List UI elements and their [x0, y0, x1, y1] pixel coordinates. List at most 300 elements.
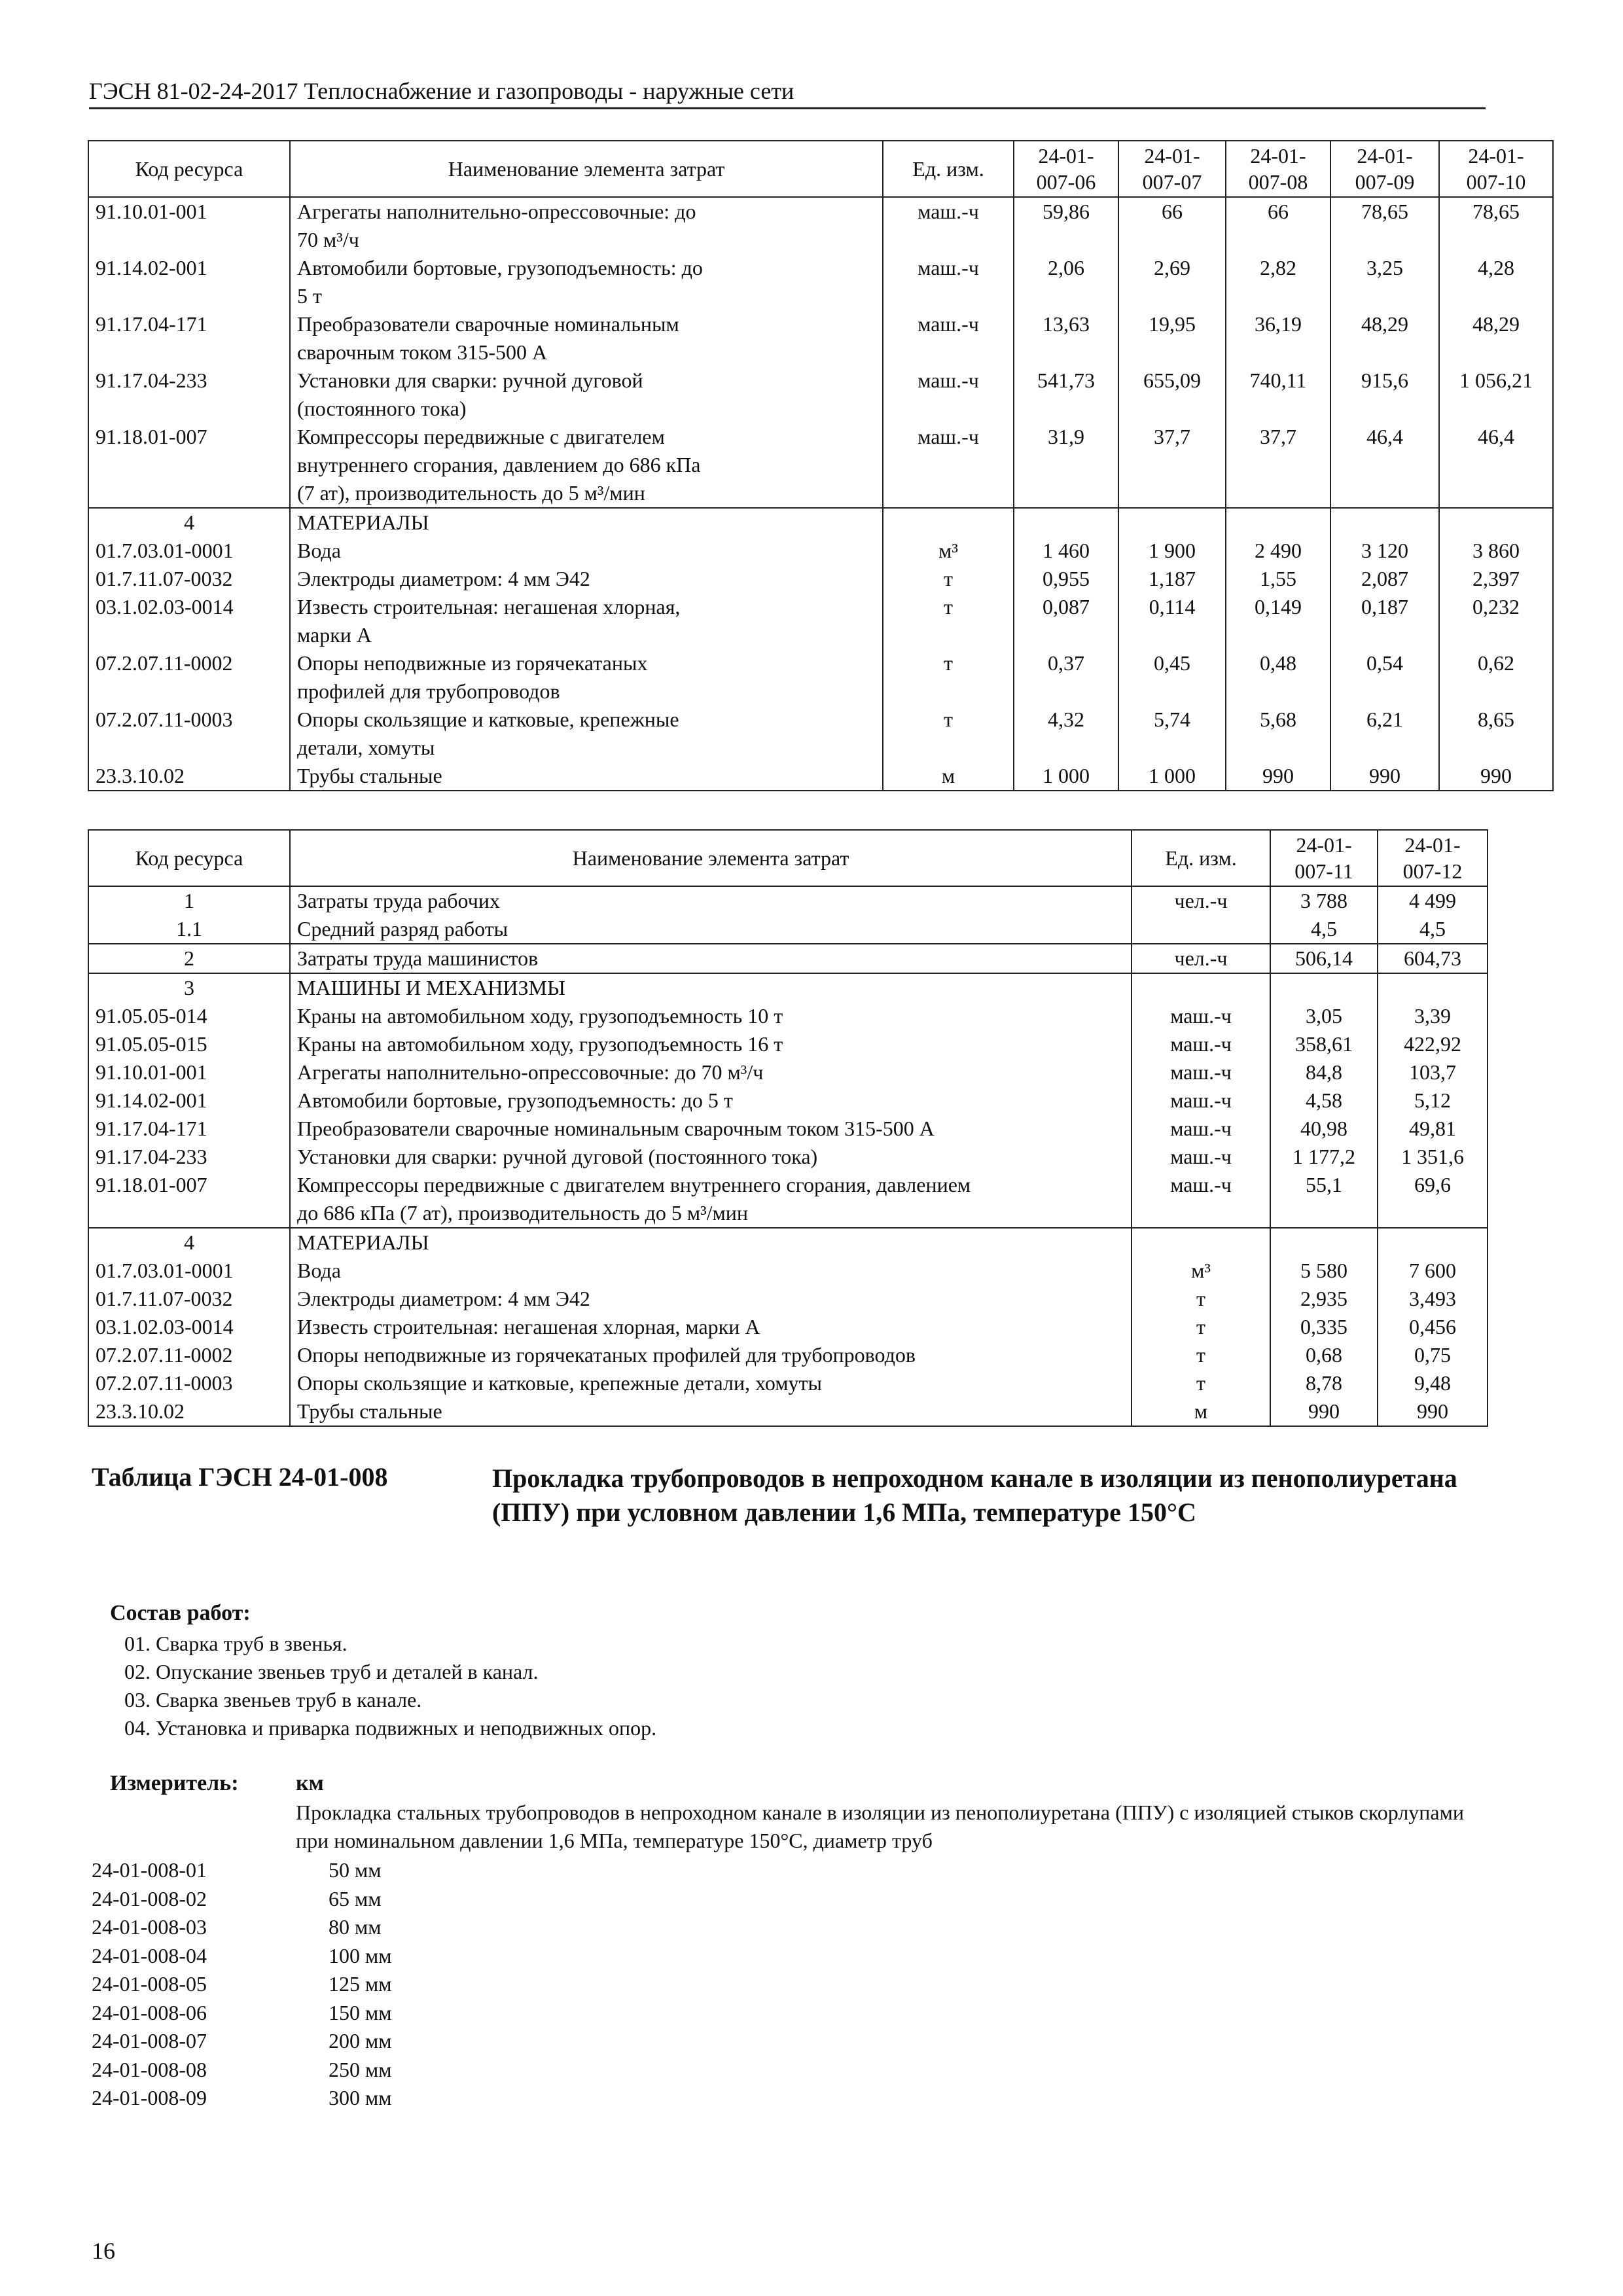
value-cell: 1,187 [1118, 565, 1226, 593]
value-cell: 48,29 [1330, 310, 1439, 367]
unit-cell: т [883, 593, 1014, 649]
value-cell: 990 [1330, 762, 1439, 791]
name-cell [290, 367, 883, 423]
col-header-007-08: 24-01- 007-08 [1226, 141, 1330, 197]
unit-cell: т [1132, 1341, 1270, 1369]
code-cell: 23.3.10.02 [88, 762, 290, 791]
work-item: 04. Установка и приварка подвижных и неподвижных опор. [124, 1716, 657, 1740]
work-composition-heading: Состав работ: [110, 1601, 251, 1625]
value-cell: 2,397 [1439, 565, 1553, 593]
code-cell: 01.7.11.07-0032 [88, 1285, 290, 1313]
code-cell: 1.1 [88, 915, 290, 944]
name-cell [290, 1341, 1132, 1369]
unit-cell: т [1132, 1285, 1270, 1313]
code-number: 24-01-008-08 [92, 2057, 207, 2081]
value-cell: 358,61 [1270, 1030, 1378, 1058]
measure-description: Прокладка стальных трубопроводов в непроходном канале в изоляции из пенополиуретана (ППУ) с изоляцией стыков скорлупами при номинальном давлении 1,6 МПа, температуре 150°С, диаметр труб [296, 1801, 1464, 1852]
value-cell: 506,14 [1270, 944, 1378, 973]
table-row [88, 254, 1553, 310]
unit-cell: маш.-ч [883, 310, 1014, 367]
value-cell: 55,1 [1270, 1171, 1378, 1228]
name-cell [290, 706, 883, 762]
value-cell: 1 000 [1014, 762, 1118, 791]
value-cell: 40,98 [1270, 1115, 1378, 1143]
section-title: МАТЕРИАЛЫ [290, 1228, 1132, 1257]
name-line: Вода [297, 1259, 341, 1282]
table-row [88, 1171, 1488, 1228]
code-cell: 91.10.01-001 [88, 1058, 290, 1086]
code-item [92, 2084, 392, 2113]
unit-cell: маш.-ч [1132, 1115, 1270, 1143]
name-line: Краны на автомобильном ходу, грузоподъемность 16 т [297, 1032, 783, 1056]
value-cell: 37,7 [1118, 423, 1226, 508]
table-row [88, 1341, 1488, 1369]
table-row [88, 423, 1553, 508]
value-cell: 4 499 [1378, 886, 1488, 915]
value-cell: 990 [1270, 1397, 1378, 1426]
name-line: 5 т [297, 284, 322, 308]
code-cell: 23.3.10.02 [88, 1397, 290, 1426]
table-row [88, 1313, 1488, 1341]
name-line: Краны на автомобильном ходу, грузоподъемность 10 т [297, 1004, 783, 1028]
table-row [88, 593, 1553, 649]
code-cell: 07.2.07.11-0003 [88, 1369, 290, 1397]
unit-cell: маш.-ч [883, 423, 1014, 508]
code-number: 24-01-008-03 [92, 1915, 207, 1939]
name-line: Автомобили бортовые, грузоподъемность: до 5 т [297, 1088, 733, 1112]
code-item [92, 1885, 392, 1914]
name-cell [290, 197, 883, 254]
value-cell: 3 860 [1439, 537, 1553, 565]
name-line: Электроды диаметром: 4 мм Э42 [297, 567, 590, 590]
code-diameter: 200 мм [329, 2029, 392, 2053]
table-row [88, 944, 1488, 973]
value-cell: 103,7 [1378, 1058, 1488, 1086]
section-row [88, 1228, 1488, 1257]
code-item [92, 1942, 392, 1971]
code-item [92, 1856, 392, 1885]
table-row [88, 1086, 1488, 1115]
value-cell: 46,4 [1439, 423, 1553, 508]
code-diameter: 125 мм [329, 1972, 392, 1996]
value-cell: 0,48 [1226, 649, 1330, 706]
unit-cell: т [883, 649, 1014, 706]
work-item: 02. Опускание звеньев труб и деталей в канал. [124, 1660, 539, 1683]
name-cell [290, 1257, 1132, 1285]
unit-cell: м [1132, 1397, 1270, 1426]
value-cell: 4,5 [1378, 915, 1488, 944]
value-cell: 1 056,21 [1439, 367, 1553, 423]
value-cell: 2,087 [1330, 565, 1439, 593]
value-cell: 990 [1378, 1397, 1488, 1426]
name-line: Преобразователи сварочные номинальным [297, 312, 679, 336]
name-line: до 686 кПа (7 ат), производительность до 5 м³/мин [297, 1201, 749, 1225]
col-name-header: Наименование элемента затрат [290, 141, 883, 197]
name-cell [290, 1143, 1132, 1171]
value-cell: 0,087 [1014, 593, 1118, 649]
table-row [88, 1257, 1488, 1285]
value-cell: 0,335 [1270, 1313, 1378, 1341]
name-line: Известь строительная: негашеная хлорная, марки А [297, 1315, 760, 1338]
name-cell [290, 762, 883, 791]
value-cell: 37,7 [1226, 423, 1330, 508]
unit-cell: м [883, 762, 1014, 791]
name-line: профилей для трубопроводов [297, 679, 560, 703]
value-cell: 0,114 [1118, 593, 1226, 649]
col-header-007-09: 24-01- 007-09 [1330, 141, 1439, 197]
table-row [88, 1369, 1488, 1397]
value-cell: 604,73 [1378, 944, 1488, 973]
empty-cell [883, 508, 1014, 537]
name-line: (постоянного тока) [297, 397, 467, 420]
code-cell: 91.14.02-001 [88, 1086, 290, 1115]
section-row [88, 508, 1553, 537]
name-line: Агрегаты наполнительно-опрессовочные: до 70 м³/ч [297, 1060, 764, 1084]
value-cell: 541,73 [1014, 367, 1118, 423]
code-cell: 91.10.01-001 [88, 197, 290, 254]
table-row [88, 565, 1553, 593]
name-line: Вода [297, 539, 341, 562]
name-cell [290, 1369, 1132, 1397]
col-code-header: Код ресурса [88, 830, 290, 886]
code-cell: 91.18.01-007 [88, 1171, 290, 1228]
name-line: Агрегаты наполнительно-опрессовочные: до [297, 200, 696, 223]
name-cell [290, 423, 883, 508]
value-cell: 3 120 [1330, 537, 1439, 565]
code-cell: 01.7.03.01-0001 [88, 537, 290, 565]
code-cell: 91.14.02-001 [88, 254, 290, 310]
value-cell: 1 460 [1014, 537, 1118, 565]
name-line: Средний разряд работы [297, 917, 508, 941]
value-cell: 3,25 [1330, 254, 1439, 310]
name-line: Опоры скользящие и катковые, крепежные [297, 708, 679, 731]
code-cell: 91.05.05-015 [88, 1030, 290, 1058]
name-line: 70 м³/ч [297, 228, 359, 251]
empty-cell [1378, 1228, 1488, 1257]
name-cell [290, 1002, 1132, 1030]
value-cell: 1,55 [1226, 565, 1330, 593]
col-header-007-07: 24-01- 007-07 [1118, 141, 1226, 197]
col-header-007-12: 24-01- 007-12 [1378, 830, 1488, 886]
value-cell: 59,86 [1014, 197, 1118, 254]
name-line: Преобразователи сварочные номинальным сварочным током 315-500 А [297, 1117, 935, 1140]
value-cell: 78,65 [1330, 197, 1439, 254]
value-cell: 2,06 [1014, 254, 1118, 310]
name-line: Известь строительная: негашеная хлорная, [297, 595, 681, 619]
name-cell [290, 886, 1132, 915]
col-header-007-06: 24-01- 007-06 [1014, 141, 1118, 197]
value-cell: 2,935 [1270, 1285, 1378, 1313]
col-header-007-11: 24-01- 007-11 [1270, 830, 1378, 886]
table-row [88, 1058, 1488, 1086]
name-cell [290, 1397, 1132, 1426]
unit-cell: маш.-ч [1132, 1030, 1270, 1058]
code-diameter: 150 мм [329, 2000, 392, 2024]
section-title: МАШИНЫ И МЕХАНИЗМЫ [290, 973, 1132, 1002]
value-cell: 0,37 [1014, 649, 1118, 706]
unit-cell: маш.-ч [1132, 1058, 1270, 1086]
value-cell: 1 351,6 [1378, 1143, 1488, 1171]
unit-cell: т [883, 565, 1014, 593]
name-cell [290, 1171, 1132, 1228]
value-cell: 990 [1226, 762, 1330, 791]
table-description: Прокладка трубопроводов в непроходном канале в изоляции из пенополиуретана (ППУ) при условном давлении 1,6 МПа, температуре 150°С [492, 1463, 1457, 1527]
code-item [92, 1970, 392, 1999]
value-cell: 0,232 [1439, 593, 1553, 649]
name-line: Трубы стальные [297, 764, 442, 787]
section-number: 3 [88, 973, 290, 1002]
empty-cell [1118, 508, 1226, 537]
name-line: внутреннего сгорания, давлением до 686 кПа [297, 453, 701, 476]
value-cell: 9,48 [1378, 1369, 1488, 1397]
value-cell: 0,45 [1118, 649, 1226, 706]
code-cell: 01.7.03.01-0001 [88, 1257, 290, 1285]
unit-cell: т [1132, 1369, 1270, 1397]
value-cell: 0,62 [1439, 649, 1553, 706]
name-cell [290, 593, 883, 649]
table-row [88, 1115, 1488, 1143]
value-cell: 0,149 [1226, 593, 1330, 649]
name-line: Установки для сварки: ручной дуговой [297, 368, 643, 392]
section-row [88, 973, 1488, 1002]
value-cell: 0,955 [1014, 565, 1118, 593]
value-cell: 5,74 [1118, 706, 1226, 762]
code-cell: 07.2.07.11-0003 [88, 706, 290, 762]
empty-cell [1270, 1228, 1378, 1257]
unit-cell: м³ [1132, 1257, 1270, 1285]
name-cell [290, 1115, 1132, 1143]
section-number: 4 [88, 1228, 290, 1257]
unit-cell: маш.-ч [1132, 1002, 1270, 1030]
name-line: детали, хомуты [297, 736, 435, 759]
value-cell: 990 [1439, 762, 1553, 791]
code-diameter: 65 мм [329, 1886, 382, 1910]
value-cell: 66 [1226, 197, 1330, 254]
resource-table-2 [88, 829, 1488, 1427]
value-cell: 0,456 [1378, 1313, 1488, 1341]
empty-cell [1132, 973, 1270, 1002]
value-cell: 36,19 [1226, 310, 1330, 367]
table-title: Таблица ГЭСН 24-01-008 [92, 1462, 388, 1492]
code-cell: 1 [88, 886, 290, 915]
table-header-row [88, 830, 1488, 886]
code-item [92, 1913, 392, 1942]
value-cell: 84,8 [1270, 1058, 1378, 1086]
value-cell: 655,09 [1118, 367, 1226, 423]
name-line: Компрессоры передвижные с двигателем внутреннего сгорания, давлением [297, 1173, 971, 1196]
name-line: Электроды диаметром: 4 мм Э42 [297, 1287, 590, 1310]
unit-cell: т [883, 706, 1014, 762]
name-line: Затраты труда машинистов [297, 946, 539, 970]
code-cell: 03.1.02.03-0014 [88, 1313, 290, 1341]
code-number: 24-01-008-04 [92, 1943, 207, 1967]
unit-cell: маш.-ч [1132, 1171, 1270, 1228]
table-row [88, 915, 1488, 944]
value-cell: 422,92 [1378, 1030, 1488, 1058]
unit-cell: маш.-ч [1132, 1086, 1270, 1115]
code-cell: 91.05.05-014 [88, 1002, 290, 1030]
value-cell: 5,68 [1226, 706, 1330, 762]
name-line: Автомобили бортовые, грузоподъемность: до [297, 256, 703, 279]
code-cell: 91.17.04-233 [88, 367, 290, 423]
value-cell: 48,29 [1439, 310, 1553, 367]
code-cell: 91.17.04-171 [88, 310, 290, 367]
measure-unit: км [296, 1771, 324, 1795]
name-cell [290, 1086, 1132, 1115]
code-cell: 91.17.04-171 [88, 1115, 290, 1143]
empty-cell [1226, 508, 1330, 537]
section-number: 4 [88, 508, 290, 537]
value-cell: 3,39 [1378, 1002, 1488, 1030]
value-cell: 4,28 [1439, 254, 1553, 310]
name-line: Затраты труда рабочих [297, 889, 500, 912]
unit-cell: маш.-ч [883, 197, 1014, 254]
table-row [88, 886, 1488, 915]
name-line: сварочным током 315-500 А [297, 340, 548, 364]
col-unit-header: Ед. изм. [883, 141, 1014, 197]
value-cell: 46,4 [1330, 423, 1439, 508]
name-cell [290, 310, 883, 367]
unit-cell: т [1132, 1313, 1270, 1341]
work-composition-list [124, 1630, 656, 1742]
code-diameter: 250 мм [329, 2057, 392, 2081]
code-number: 24-01-008-05 [92, 1972, 207, 1996]
value-cell: 0,187 [1330, 593, 1439, 649]
value-cell: 49,81 [1378, 1115, 1488, 1143]
value-cell: 5 580 [1270, 1257, 1378, 1285]
name-line: Опоры скользящие и катковые, крепежные детали, хомуты [297, 1371, 822, 1395]
section-title: МАТЕРИАЛЫ [290, 508, 883, 537]
table-row [88, 1397, 1488, 1426]
value-cell: 0,54 [1330, 649, 1439, 706]
code-item [92, 1999, 392, 2028]
name-line: Трубы стальные [297, 1399, 442, 1423]
value-cell: 0,68 [1270, 1341, 1378, 1369]
value-cell: 4,32 [1014, 706, 1118, 762]
unit-cell: маш.-ч [883, 367, 1014, 423]
value-cell: 19,95 [1118, 310, 1226, 367]
value-cell: 3 788 [1270, 886, 1378, 915]
unit-cell: м³ [883, 537, 1014, 565]
col-header-007-10: 24-01- 007-10 [1439, 141, 1553, 197]
name-line: Опоры неподвижные из горячекатаных [297, 651, 648, 675]
code-cell: 01.7.11.07-0032 [88, 565, 290, 593]
empty-cell [1439, 508, 1553, 537]
code-number: 24-01-008-07 [92, 2029, 207, 2053]
table-row [88, 1143, 1488, 1171]
value-cell: 915,6 [1330, 367, 1439, 423]
code-cell: 07.2.07.11-0002 [88, 1341, 290, 1369]
name-cell [290, 915, 1132, 944]
table-row [88, 706, 1553, 762]
code-number: 24-01-008-06 [92, 2000, 207, 2024]
name-cell [290, 944, 1132, 973]
measure-label: Измеритель: [110, 1771, 239, 1795]
value-cell: 1 177,2 [1270, 1143, 1378, 1171]
name-cell [290, 1058, 1132, 1086]
code-diameter: 50 мм [329, 1858, 382, 1882]
code-number: 24-01-008-01 [92, 1858, 207, 1882]
value-cell: 13,63 [1014, 310, 1118, 367]
name-cell [290, 537, 883, 565]
empty-cell [1330, 508, 1439, 537]
code-cell: 07.2.07.11-0002 [88, 649, 290, 706]
col-name-header: Наименование элемента затрат [290, 830, 1132, 886]
name-cell [290, 1030, 1132, 1058]
unit-cell [1132, 915, 1270, 944]
empty-cell [1132, 1228, 1270, 1257]
empty-cell [1014, 508, 1118, 537]
table-row [88, 367, 1553, 423]
col-unit-header: Ед. изм. [1132, 830, 1270, 886]
code-item [92, 2027, 392, 2056]
value-cell: 1 000 [1118, 762, 1226, 791]
unit-cell: маш.-ч [883, 254, 1014, 310]
value-cell: 8,78 [1270, 1369, 1378, 1397]
name-cell [290, 1313, 1132, 1341]
unit-cell: маш.-ч [1132, 1143, 1270, 1171]
name-line: Опоры неподвижные из горячекатаных профилей для трубопроводов [297, 1343, 916, 1367]
value-cell: 8,65 [1439, 706, 1553, 762]
name-cell [290, 254, 883, 310]
col-code-header: Код ресурса [88, 141, 290, 197]
name-line: (7 ат), производительность до 5 м³/мин [297, 481, 645, 505]
unit-cell: чел.-ч [1132, 886, 1270, 915]
value-cell: 7 600 [1378, 1257, 1488, 1285]
value-cell: 4,58 [1270, 1086, 1378, 1115]
table-row [88, 537, 1553, 565]
value-cell: 740,11 [1226, 367, 1330, 423]
code-diameter: 100 мм [329, 1943, 392, 1967]
table-row [88, 762, 1553, 791]
value-cell: 69,6 [1378, 1171, 1488, 1228]
table-row [88, 1002, 1488, 1030]
code-cell: 03.1.02.03-0014 [88, 593, 290, 649]
work-item: 01. Сварка труб в звенья. [124, 1632, 348, 1655]
table-row [88, 197, 1553, 254]
page-header: ГЭСН 81-02-24-2017 Теплоснабжение и газопроводы - наружные сети [89, 77, 1486, 109]
table-header-row [88, 141, 1553, 197]
value-cell: 4,5 [1270, 915, 1378, 944]
resource-table-1 [88, 140, 1554, 791]
table-row [88, 1285, 1488, 1313]
table-row [88, 1030, 1488, 1058]
table-row [88, 649, 1553, 706]
name-cell [290, 565, 883, 593]
value-cell: 6,21 [1330, 706, 1439, 762]
unit-cell: чел.-ч [1132, 944, 1270, 973]
value-cell: 3,05 [1270, 1002, 1378, 1030]
value-cell: 2 490 [1226, 537, 1330, 565]
name-cell [290, 1285, 1132, 1313]
code-diameter: 80 мм [329, 1915, 382, 1939]
empty-cell [1270, 973, 1378, 1002]
value-cell: 2,69 [1118, 254, 1226, 310]
value-cell: 0,75 [1378, 1341, 1488, 1369]
name-line: Установки для сварки: ручной дуговой (постоянного тока) [297, 1145, 818, 1168]
code-diameter: 300 мм [329, 2086, 392, 2109]
value-cell: 66 [1118, 197, 1226, 254]
code-number: 24-01-008-02 [92, 1886, 207, 1910]
code-cell: 91.18.01-007 [88, 423, 290, 508]
value-cell: 2,82 [1226, 254, 1330, 310]
value-cell: 78,65 [1439, 197, 1553, 254]
name-cell [290, 649, 883, 706]
code-item [92, 2056, 392, 2085]
value-cell: 5,12 [1378, 1086, 1488, 1115]
name-line: Компрессоры передвижные с двигателем [297, 425, 665, 448]
code-cell: 91.17.04-233 [88, 1143, 290, 1171]
